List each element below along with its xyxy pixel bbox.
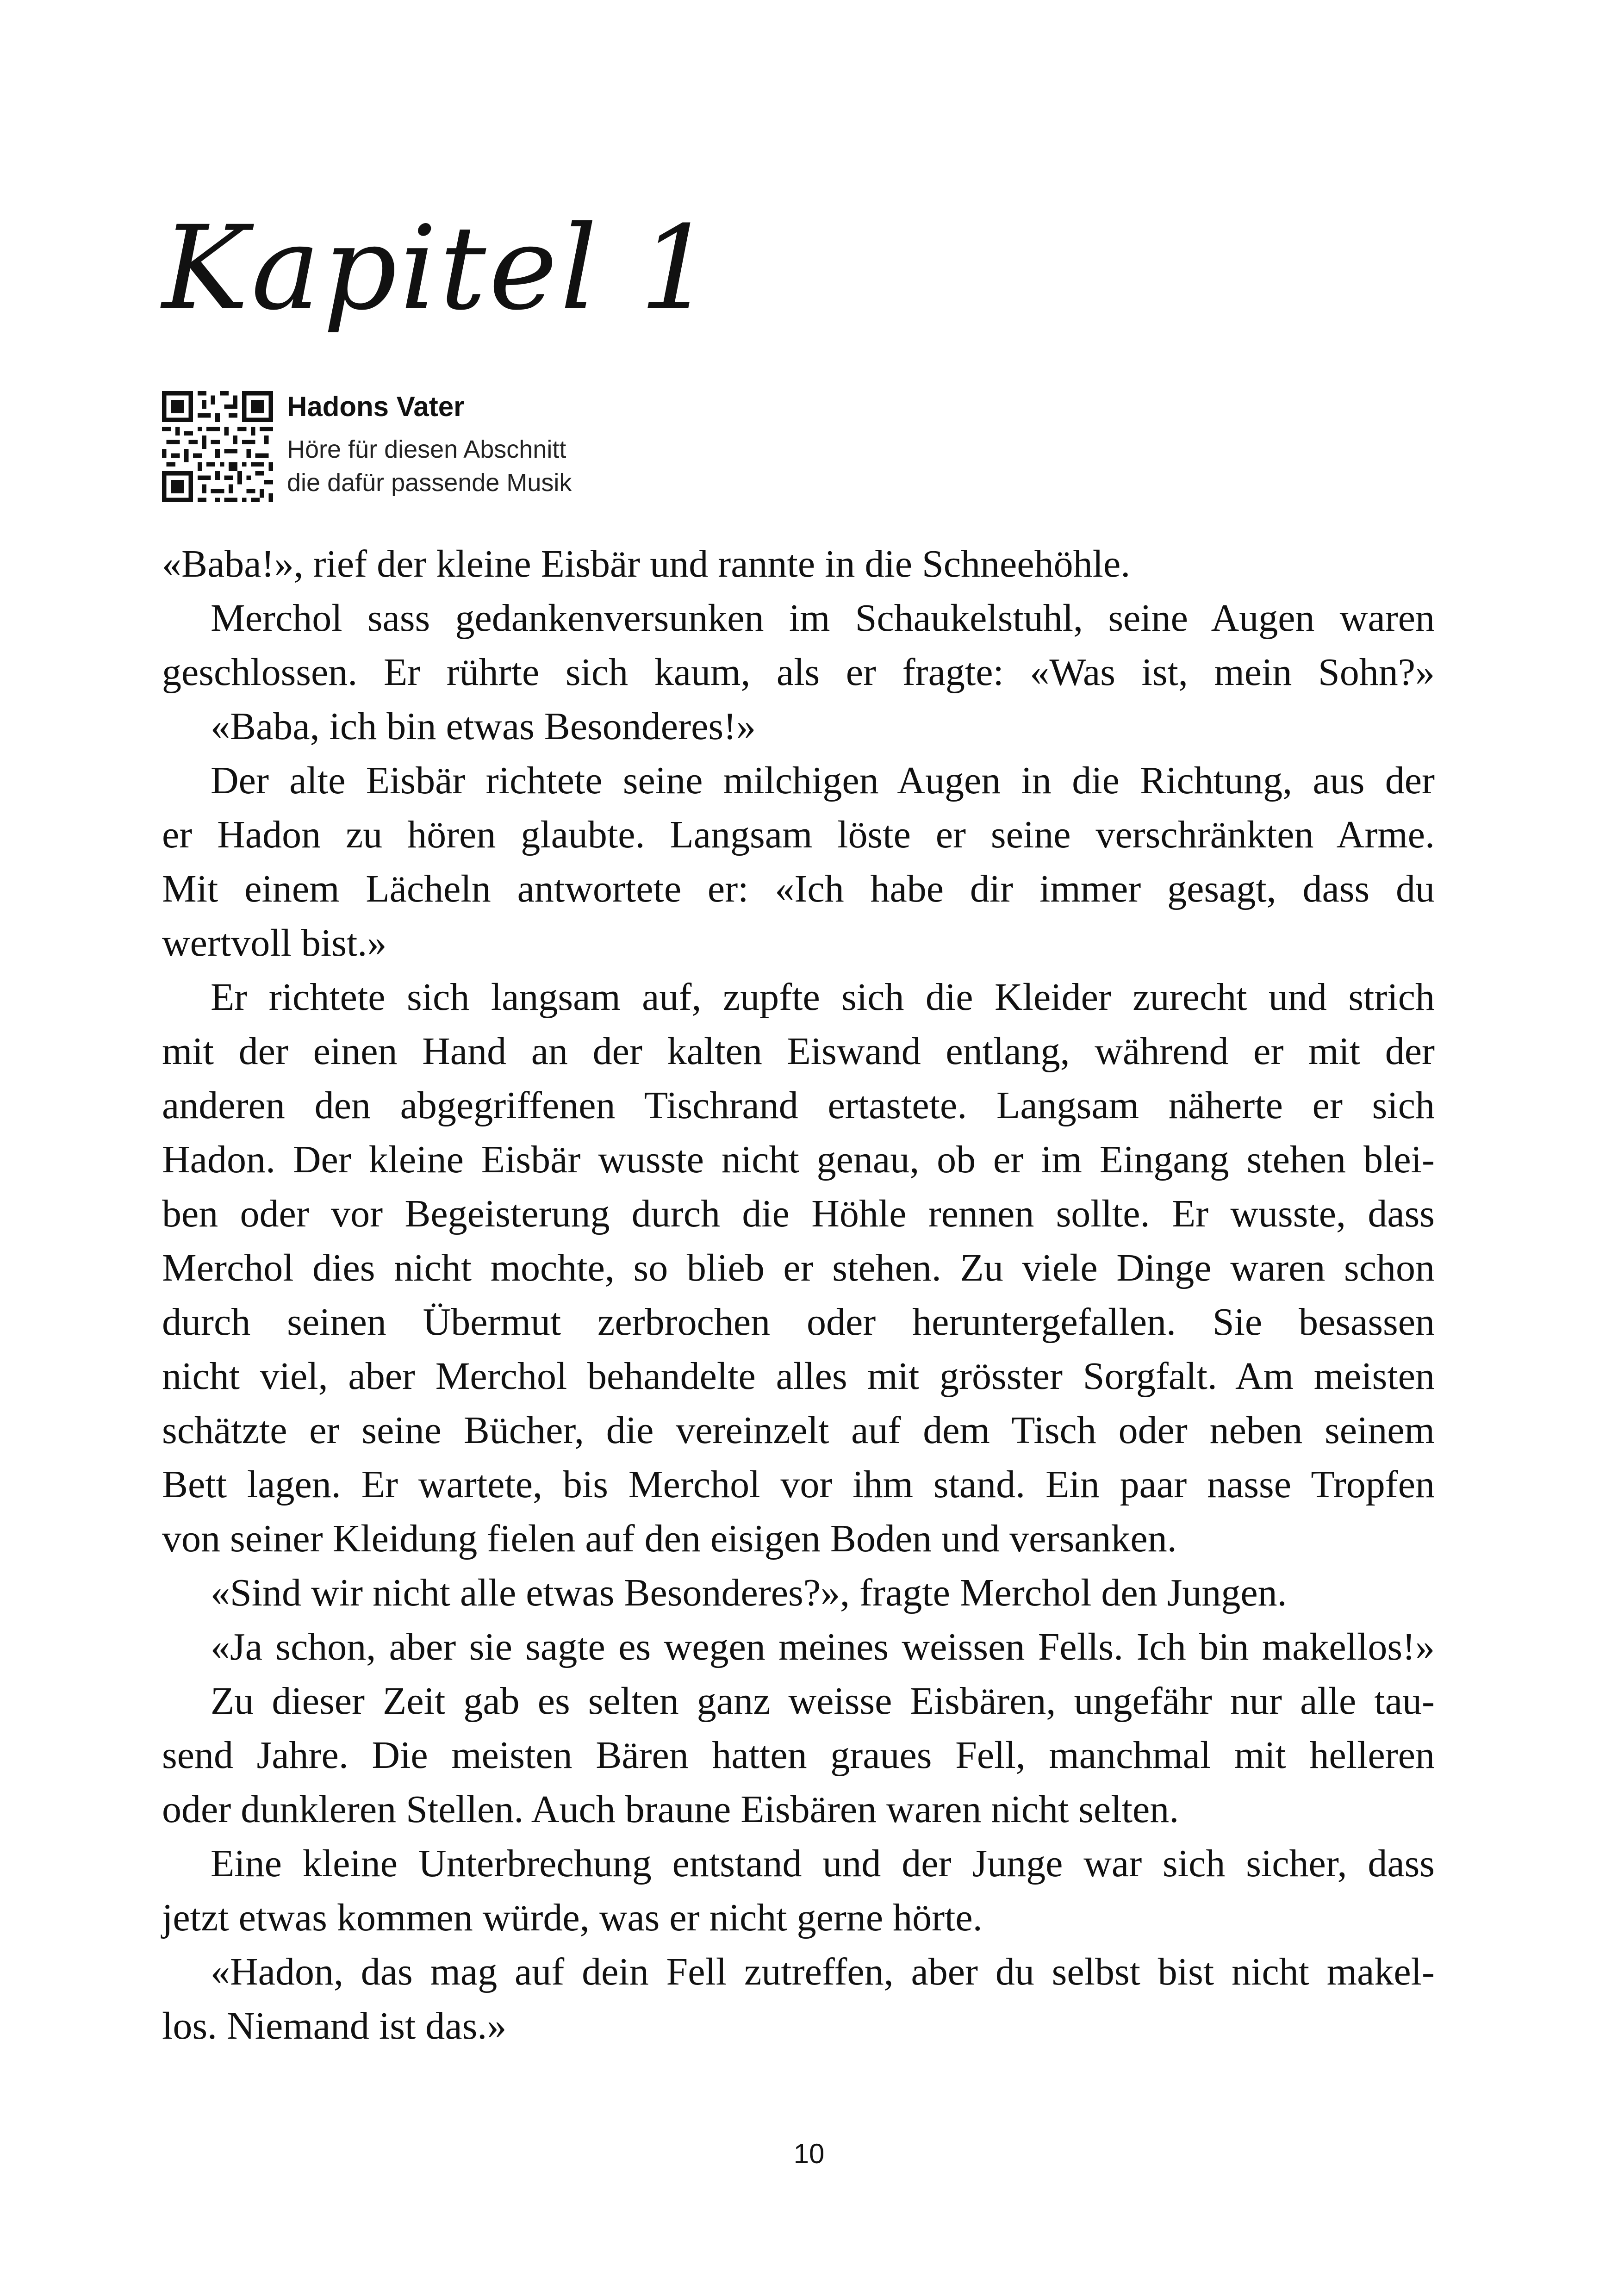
qr-code-icon[interactable]: [162, 391, 273, 502]
text-line: nicht viel, aber Merchol behandelte alles mit grösster Sorgfalt. Am meisten: [162, 1355, 1435, 1398]
text-line: «Baba, ich bin etwas Besonderes!»: [211, 705, 756, 748]
text-line: von seiner Kleidung fielen auf den eisigen Boden und versanken.: [162, 1517, 1177, 1560]
text-line: mit der einen Hand an der kalten Eiswand entlang, während er mit der: [162, 1030, 1435, 1073]
text-line: Merchol sass gedankenversunken im Schaukelstuhl, seine Augen waren: [211, 597, 1435, 640]
text-line: Hadon. Der kleine Eisbär wusste nicht genau, ob er im Eingang stehen blei-: [162, 1138, 1435, 1181]
text-line: er Hadon zu hören glaubte. Langsam löste er seine verschränkten Arme.: [162, 813, 1435, 856]
text-line: Der alte Eisbär richtete seine milchigen Augen in die Richtung, aus der: [211, 759, 1435, 802]
text-line: Er richtete sich langsam auf, zupfte sich die Kleider zurecht und strich: [211, 976, 1435, 1019]
text-line: ben oder vor Begeisterung durch die Höhle rennen sollte. Er wusste, dass: [162, 1192, 1435, 1235]
music-description: [287, 433, 572, 499]
chapter-title: Kapitel 1: [162, 201, 716, 336]
text-line: Eine kleine Unterbrechung entstand und der Junge war sich sicher, dass: [211, 1842, 1435, 1885]
text-line: «Ja schon, aber sie sagte es wegen meines weissen Fells. Ich bin makellos!»: [211, 1625, 1435, 1668]
text-line: Merchol dies nicht mochte, so blieb er stehen. Zu viele Dinge waren schon: [162, 1246, 1435, 1289]
text-line: Mit einem Lächeln antwortete er: «Ich habe dir immer gesagt, dass du: [162, 867, 1435, 910]
music-description-line: Höre für diesen Abschnitt: [287, 436, 566, 463]
text-line: wertvoll bist.»: [162, 921, 387, 964]
text-line: anderen den abgegriffenen Tischrand ertastete. Langsam näherte er sich: [162, 1084, 1435, 1127]
page-number: 10: [793, 2138, 825, 2169]
text-line: oder dunkleren Stellen. Auch braune Eisbären waren nicht selten.: [162, 1788, 1179, 1831]
text-line: geschlossen. Er rührte sich kaum, als er fragte: «Was ist, mein Sohn?»: [162, 651, 1435, 694]
text-line: «Baba!», rief der kleine Eisbär und rannte in die Schneehöhle.: [162, 542, 1131, 585]
body-text: [162, 537, 1435, 2053]
text-line: Bett lagen. Er wartete, bis Merchol vor ihm stand. Ein paar nasse Tropfen: [162, 1463, 1435, 1506]
music-description-line: die dafür passende Musik: [287, 469, 572, 497]
text-line: schätzte er seine Bücher, die vereinzelt auf dem Tisch oder neben seinem: [162, 1409, 1435, 1452]
text-line: «Sind wir nicht alle etwas Besonderes?», fragte Merchol den Jungen.: [211, 1571, 1287, 1614]
text-line: durch seinen Übermut zerbrochen oder heruntergefallen. Sie besassen: [162, 1300, 1435, 1344]
text-line: send Jahre. Die meisten Bären hatten graues Fell, manchmal mit helleren: [162, 1734, 1435, 1777]
text-line: jetzt etwas kommen würde, was er nicht gerne hörte.: [162, 1896, 983, 1939]
text-line: Zu dieser Zeit gab es selten ganz weisse Eisbären, ungefähr nur alle tau-: [211, 1680, 1435, 1723]
text-line: «Hadon, das mag auf dein Fell zutreffen, aber du selbst bist nicht makel-: [211, 1950, 1435, 1993]
music-title: Hadons Vater: [287, 391, 465, 422]
text-line: los. Niemand ist das.»: [162, 2004, 507, 2047]
